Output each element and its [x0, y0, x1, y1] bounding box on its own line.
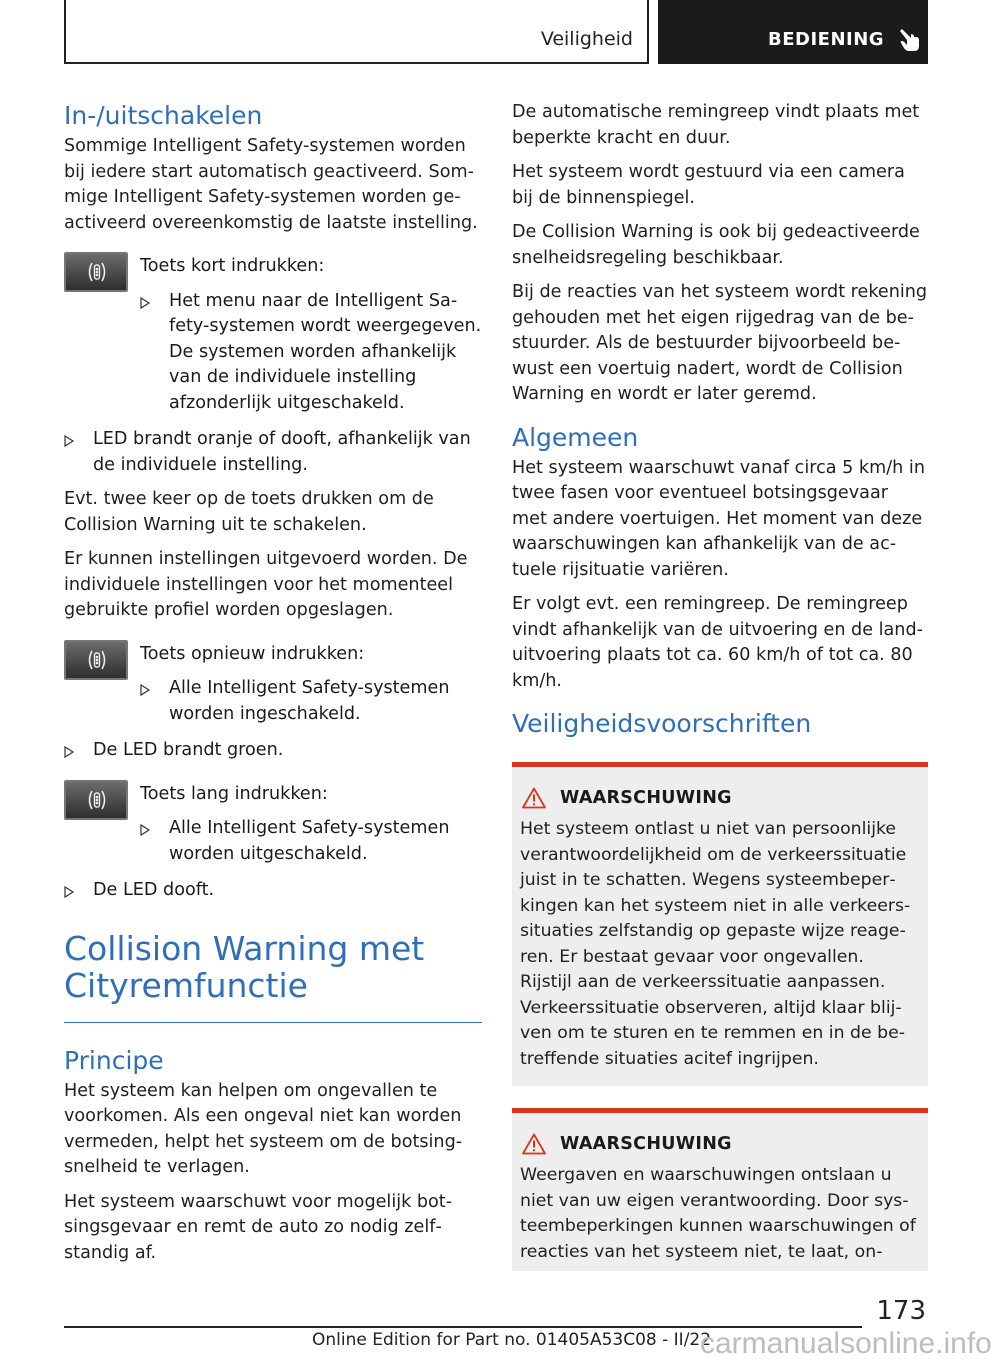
paragraph: Het systeem wordt gestuurd via een camera bij de binnenspiegel.	[512, 162, 905, 208]
list-item: LED brandt oranje of dooft, afhankelijk van de individuele instelling.	[64, 427, 482, 478]
paragraph: Het systeem waarschuwt voor mogelijk botsingsgevaar en remt de auto zo nodig zelfstandig af.	[64, 1191, 453, 1263]
triangle-bullet-icon	[64, 746, 74, 758]
page-number: 173	[876, 1296, 926, 1326]
key-instruction-again	[64, 642, 482, 737]
list-item: De LED brandt groen.	[64, 738, 482, 764]
paragraph: Er volgt evt. een remingreep. De remingreep vindt afhankelijk van de uitvoering en de landuitvoering plaats tot ca. 60 km/h of tot ca. 80 km/h.	[512, 594, 923, 691]
list-item: Het menu naar de Intelligent Safety-systemen wordt weergegeven. De systemen worden afhankelijk van de individuele instelling afzonderlijk uitgeschakeld.	[140, 289, 482, 417]
key-title: Toets opnieuw indrukken:	[140, 643, 365, 664]
header-chapter-label: BEDIENING	[768, 29, 885, 50]
triangle-bullet-icon	[140, 684, 150, 696]
paragraph: De Collision Warning is ook bij gedeactiveerde snelheidsregeling beschikbaar.	[512, 222, 920, 268]
header-section-label: Veiligheid	[540, 28, 633, 50]
warning-triangle-icon	[522, 787, 546, 809]
header-chapter-box	[658, 0, 928, 64]
warning-text: Het systeem ontlast u niet van persoonlijke verantwoordelijkheid om de verkeerssituatie juist in te schatten. Wegens systeembeperkingen kan het systeem niet in alle verkeerssituaties zelfstandig op gepaste wijze reageren. Er bestaat gevaar voor ongevallen. Rijstijl aan de verkeerssituatie aanpassen. Verkeerssituatie observeren, altijd klaar blijven om te sturen en te remmen en in de betreffende situaties acitef ingrijpen.	[520, 819, 911, 1069]
watermark: carmanualsonline.info	[700, 1327, 992, 1360]
list-item: De LED dooft.	[64, 878, 482, 904]
right-column	[512, 100, 928, 1271]
triangle-bullet-icon	[140, 297, 150, 309]
triangle-bullet-icon	[64, 435, 74, 447]
paragraph: Sommige Intelligent Safety-systemen worden bij iedere start automatisch geactiveerd. Sommige Intelligent Safety-systemen worden geactiveerd overeenkomstig de laatste instelling.	[64, 136, 478, 233]
key-title: Toets lang indrukken:	[140, 783, 328, 804]
warning-box	[512, 1108, 928, 1271]
list-item: Alle Intelligent Safety-systemen worden uitgeschakeld.	[140, 816, 482, 867]
warning-triangle-icon	[522, 1133, 546, 1155]
header-section-box	[64, 0, 649, 64]
intelligent-safety-button	[64, 640, 128, 680]
intelligent-safety-button-icon	[86, 261, 108, 283]
paragraph: Het systeem kan helpen om ongevallen te voorkomen. Als een ongeval niet kan worden vermeden, helpt het systeem om de botsingsnelheid te verlagen.	[64, 1080, 463, 1177]
paragraph: Bij de reacties van het systeem wordt rekening gehouden met het eigen rijgedrag van de bestuurder. Als de bestuurder bijvoorbeeld bewust een voertuig nadert, wordt de Collision Warning en wordt er later geremd.	[512, 282, 928, 404]
footer-edition: Online Edition for Part no. 01405A53C08 - II/22	[312, 1330, 712, 1350]
triangle-bullet-icon	[64, 886, 74, 898]
heading-general: Algemeen	[512, 422, 639, 452]
key-title: Toets kort indrukken:	[140, 256, 325, 276]
paragraph: Het systeem waarschuwt vanaf circa 5 km/h in twee fasen voor eventueel botsingsgevaar met andere voertuigen. Het moment van deze waarschuwingen kan afhankelijk van de actuele rijsituatie variëren.	[512, 457, 925, 580]
warning-box	[512, 762, 928, 1086]
warning-text: Weergaven en waarschuwingen ontslaan u niet van uw eigen verantwoording. Door systeembeperkingen kunnen waarschuwingen of reacties van het systeem niet, te laat, on-	[520, 1165, 916, 1262]
intelligent-safety-button-icon	[86, 789, 108, 811]
warning-title: WAARSCHUWING	[560, 1134, 732, 1154]
pointing-hand-icon	[898, 27, 922, 53]
triangle-bullet-icon	[140, 824, 150, 836]
key-instruction-long	[64, 782, 482, 877]
paragraph: Evt. twee keer op de toets drukken om de Collision Warning uit te schakelen.	[64, 489, 434, 535]
list-item: Alle Intelligent Safety-systemen worden ingeschakeld.	[140, 676, 482, 727]
key-instruction-short	[64, 254, 482, 425]
chapter-heading: Collision Warning met Cityremfunctie	[64, 930, 482, 1023]
paragraph: De automatische remingreep vindt plaats met beperkte kracht en duur.	[512, 102, 920, 148]
left-column	[64, 100, 482, 1275]
heading-safety: Veiligheidsvoorschriften	[512, 709, 812, 738]
heading-on-off: In-/uitschakelen	[64, 101, 263, 130]
intelligent-safety-button	[64, 252, 128, 292]
heading-principle: Principe	[64, 1045, 164, 1075]
intelligent-safety-button-icon	[86, 649, 108, 671]
paragraph: Er kunnen instellingen uitgevoerd worden. De individuele instellingen voor het momenteel gebruikte profiel worden opgeslagen.	[64, 549, 468, 620]
intelligent-safety-button	[64, 780, 128, 820]
warning-title: WAARSCHUWING	[560, 788, 732, 808]
